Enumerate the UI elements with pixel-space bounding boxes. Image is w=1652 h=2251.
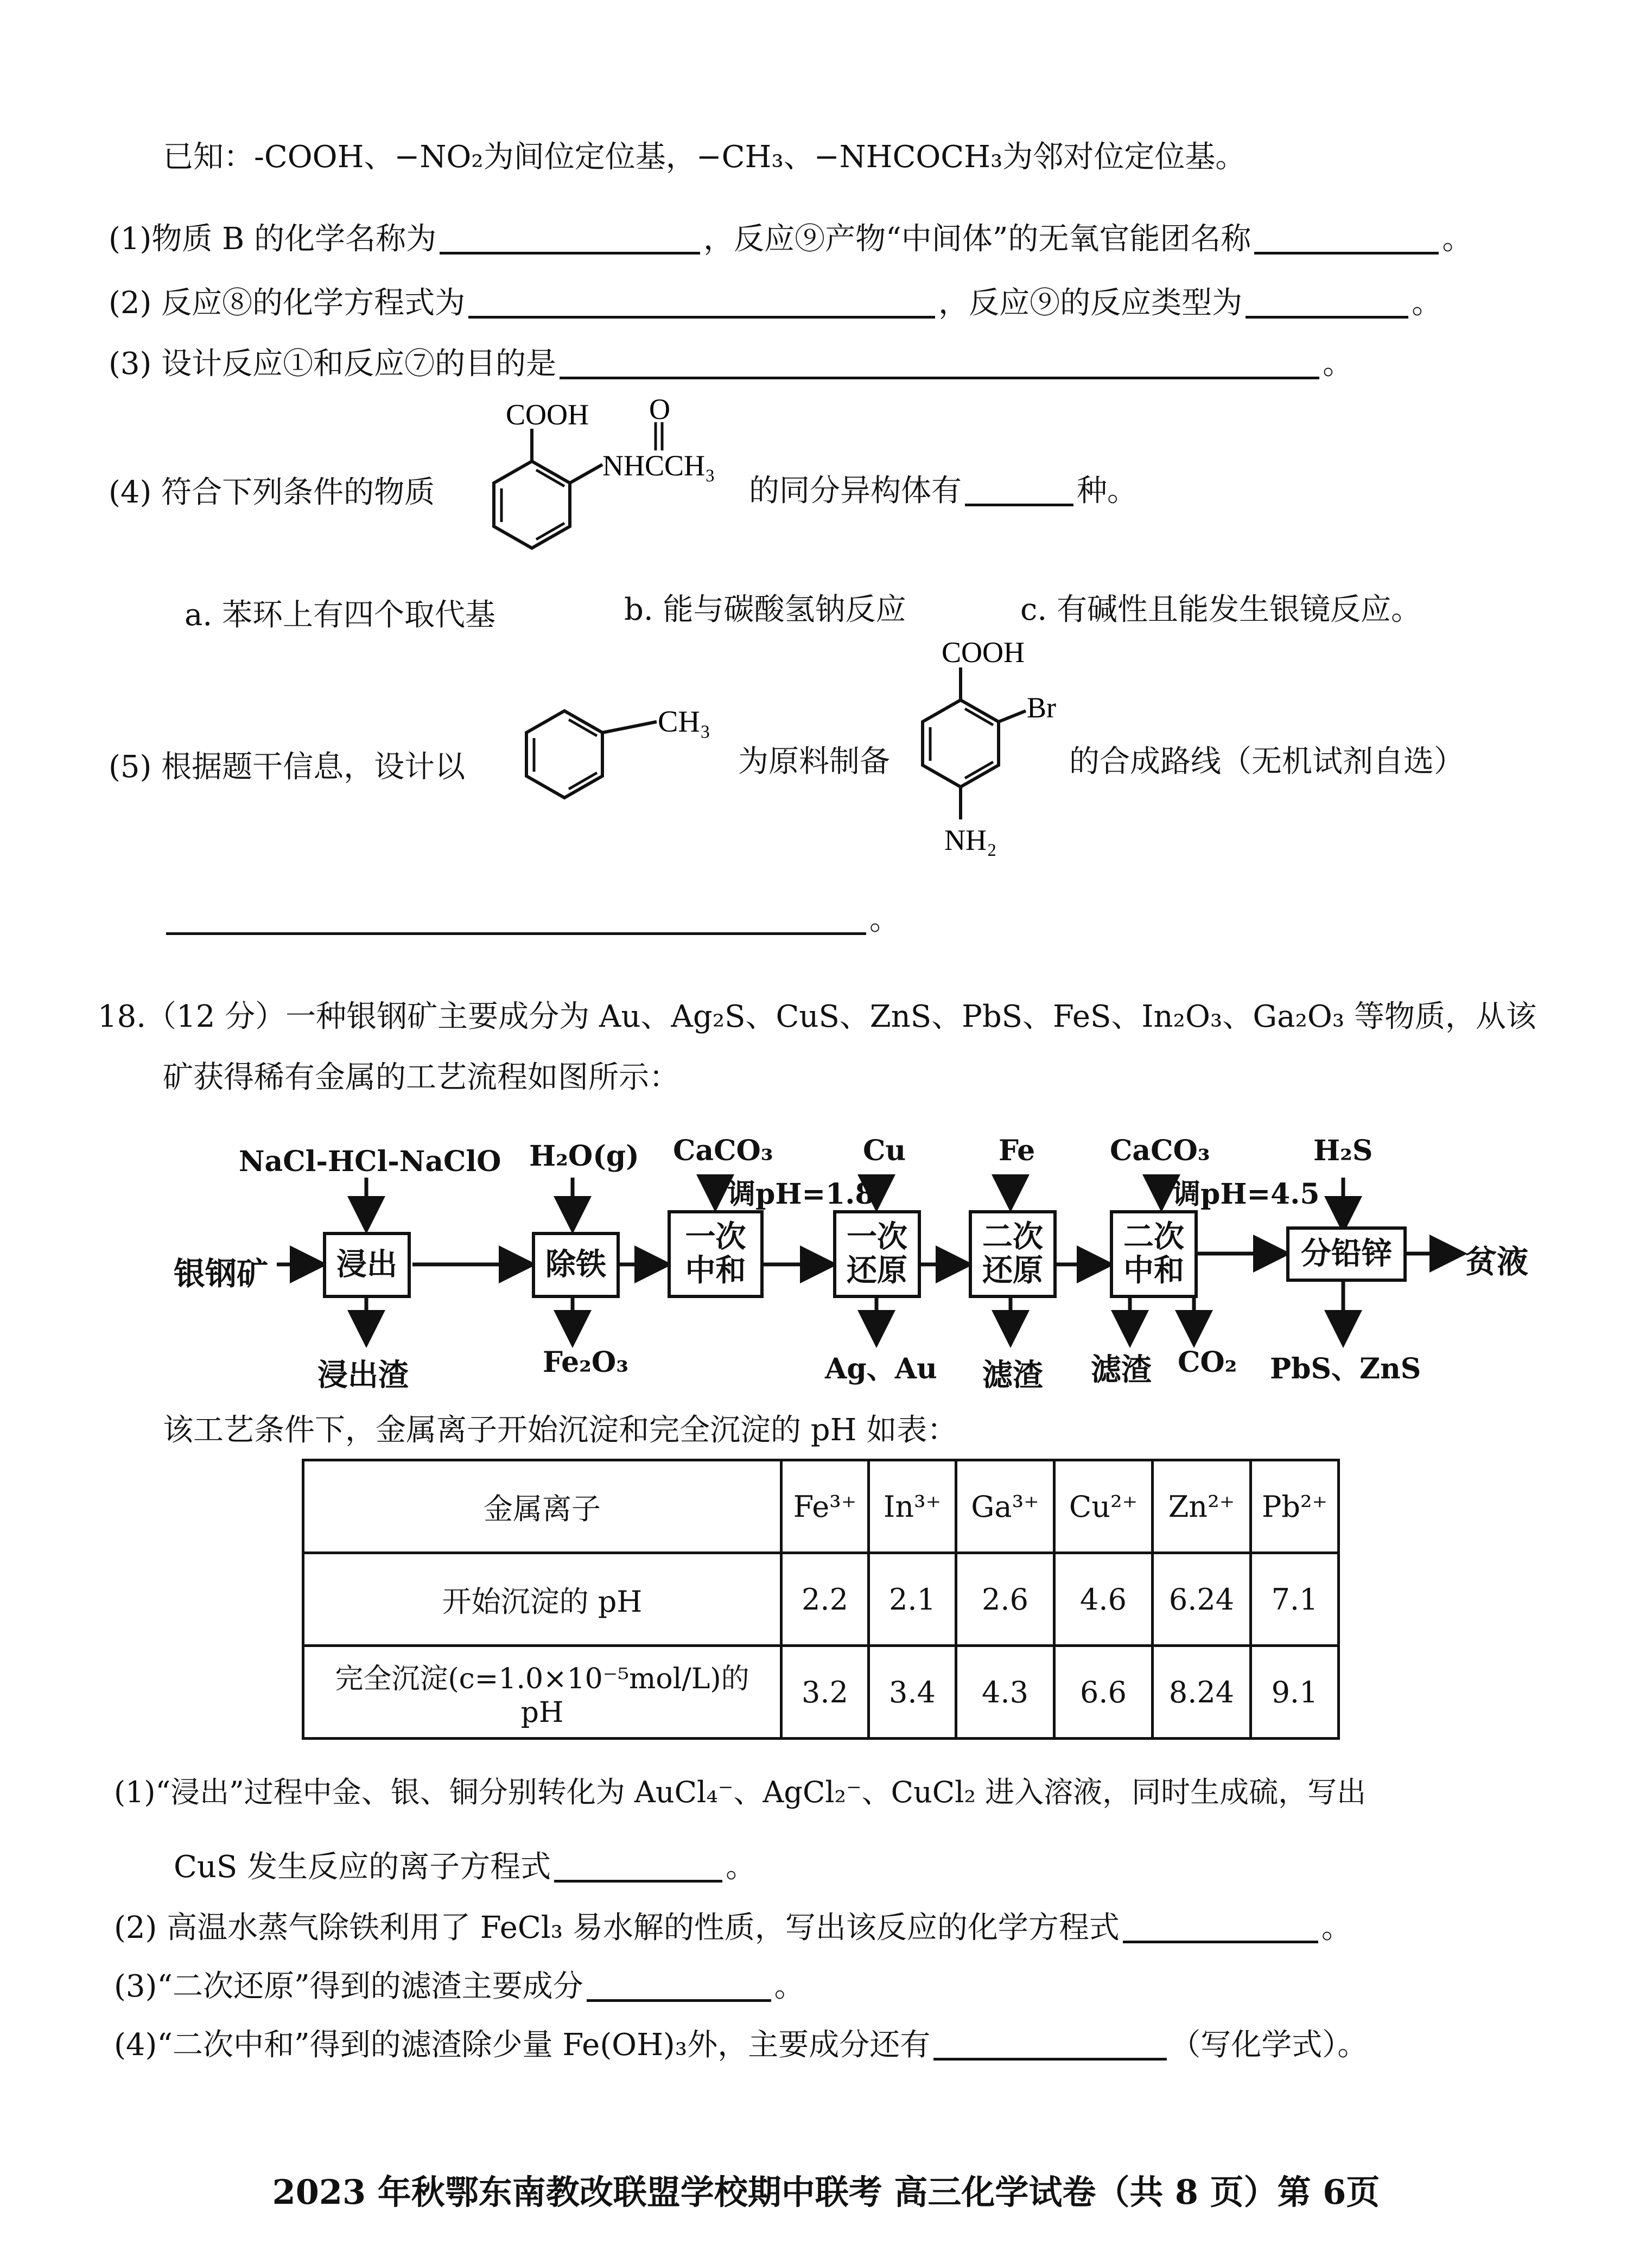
q18-part2: [114, 1909, 1352, 1943]
q18-p2-end: 。: [1321, 1910, 1352, 1945]
output-pbs-zns: PbS、ZnS: [1270, 1352, 1421, 1385]
table-cell: 2.2: [781, 1553, 869, 1646]
input-copper: Cu: [863, 1134, 906, 1167]
step-second-neutralization: 二次 中和: [1110, 1210, 1198, 1298]
q18-p3-end: 。: [774, 1969, 805, 2004]
toluene-structure: [510, 700, 738, 836]
q18-p3-text: (3)“二次还原”得到的滤渣主要成分: [114, 1969, 583, 2004]
answer-blank[interactable]: [1246, 284, 1408, 319]
amino-bromobenzoic-acid-structure: [895, 635, 1069, 874]
ph-table: [302, 1459, 1340, 1740]
q17-part3: [109, 345, 1353, 379]
q17-part5-b: 为原料制备: [738, 744, 890, 779]
table-cell: 9.1: [1251, 1646, 1339, 1739]
table-header-row: [303, 1460, 1339, 1553]
q18-p1-end: 。: [726, 1849, 757, 1885]
target-nh2-label: NH₂: [944, 824, 997, 856]
q17-p5-end: 。: [869, 902, 900, 937]
table-cell: 2.1: [869, 1553, 956, 1646]
header-cell: Pb²⁺: [1251, 1460, 1339, 1553]
table-cell: 开始沉淀的 pH: [303, 1553, 781, 1646]
table-cell: 4.3: [956, 1646, 1054, 1739]
answer-blank[interactable]: [1254, 220, 1439, 255]
q17-p4-text-c: 种。: [1077, 473, 1138, 508]
output-fe2o3: Fe₂O₃: [543, 1346, 629, 1379]
input-caco3-1: CaCO₃: [673, 1134, 773, 1167]
q18-p4-text-b: （写化学式）。: [1170, 2027, 1368, 2063]
table-cell: 7.1: [1251, 1553, 1339, 1646]
condition-a: a. 苯环上有四个取代基: [185, 597, 495, 633]
mol-cooh-label: COOH: [506, 398, 589, 431]
q17-part4-a: (4) 符合下列条件的物质: [109, 475, 435, 510]
page-footer: 2023 年秋鄂东南教改联盟学校期中联考 高三化学试卷（共 8 页）第 6页: [272, 2172, 1380, 2212]
q17-p2-text-a: (2) 反应⑧的化学方程式为: [109, 285, 466, 321]
answer-blank[interactable]: [587, 1968, 771, 2002]
flow-end-lean-liquor: 贫液: [1465, 1243, 1529, 1280]
target-cooh-label: COOH: [942, 636, 1025, 669]
output-ag-au: Ag、Au: [825, 1352, 937, 1385]
q17-p3-text: (3) 设计反应①和反应⑦的目的是: [109, 346, 557, 381]
q18-part1-line2: [174, 1848, 756, 1883]
header-cell: 金属离子: [303, 1460, 781, 1553]
table-intro: 该工艺条件下，金属离子开始沉淀和完全沉淀的 pH 如表：: [163, 1413, 958, 1448]
answer-blank[interactable]: [1123, 1909, 1318, 1943]
q18-p4-text-a: (4)“二次中和”得到的滤渣除少量 Fe(OH)₃外，主要成分还有: [114, 2027, 931, 2063]
output-residue-2: 滤渣: [1091, 1352, 1152, 1388]
table-cell: 3.4: [869, 1646, 956, 1739]
note-ph-1-8: 调pH=1.8: [727, 1178, 875, 1211]
q17-p1-end: 。: [1442, 221, 1473, 257]
table-cell: 完全沉淀(c=1.0×10⁻⁵mol/L)的 pH: [303, 1646, 781, 1739]
step-leaching: 浸出: [323, 1232, 411, 1298]
q17-p4-text-b: 的同分异构体有: [749, 473, 962, 508]
q17-part5-c: 的合成路线（无机试剂自选）: [1069, 744, 1464, 779]
header-cell: Ga³⁺: [956, 1460, 1054, 1553]
output-leach-residue: 浸出渣: [317, 1357, 409, 1393]
header-cell: Zn²⁺: [1153, 1460, 1251, 1553]
answer-blank[interactable]: [965, 472, 1073, 506]
q17-part4-b: [749, 472, 1138, 506]
q17-p1-text-a: (1)物质 B 的化学名称为: [109, 221, 437, 257]
answer-blank[interactable]: [166, 901, 866, 935]
q17-part5-a: (5) 根据题干信息，设计以: [109, 749, 466, 785]
header-cell: In³⁺: [869, 1460, 956, 1553]
q18-part4: [114, 2026, 1368, 2061]
q18-intro-line2: 矿获得稀有金属的工艺流程如图所示：: [163, 1060, 679, 1095]
q18-part1-line1: (1)“浸出”过程中金、银、铜分别转化为 AuCl₄⁻、AgCl₂⁻、CuCl₂ 进入溶液，同时生成硫，写出: [114, 1775, 1367, 1809]
input-leaching-reagent: NaCl-HCl-NaClO: [239, 1145, 501, 1178]
answer-blank[interactable]: [554, 1848, 722, 1883]
acetamidobenzoic-acid-structure: [467, 396, 771, 575]
q17-part2: [109, 284, 1442, 319]
table-row: [303, 1646, 1339, 1739]
answer-blank[interactable]: [440, 220, 700, 255]
q18-p1-text-b: CuS 发生反应的离子方程式: [174, 1849, 551, 1885]
condition-c: c. 有碱性且能发生银镜反应。: [1020, 592, 1421, 627]
answer-blank[interactable]: [468, 284, 935, 319]
output-co2: CO₂: [1178, 1346, 1237, 1379]
table-row: [303, 1553, 1339, 1646]
input-caco3-2: CaCO₃: [1110, 1134, 1210, 1167]
input-steam: H₂O(g): [529, 1140, 639, 1173]
step-first-neutralization: 一次 中和: [668, 1210, 764, 1298]
q18-p2-text: (2) 高温水蒸气除铁利用了 FeCl₃ 易水解的性质，写出该反应的化学方程式: [114, 1910, 1120, 1945]
q17-p2-text-b: ，反应⑨的反应类型为: [938, 285, 1243, 321]
step-second-reduction: 二次 还原: [969, 1210, 1057, 1298]
q17-p3-end: 。: [1323, 346, 1354, 381]
table-cell: 4.6: [1054, 1553, 1153, 1646]
input-h2s: H₂S: [1313, 1134, 1373, 1167]
table-cell: 6.24: [1153, 1553, 1251, 1646]
toluene-ch3-label: CH₃: [658, 705, 711, 739]
mol-o-label: O: [649, 396, 670, 425]
table-cell: 2.6: [956, 1553, 1054, 1646]
input-iron: Fe: [999, 1134, 1035, 1167]
q17-part5-answer: [163, 901, 900, 935]
answer-blank[interactable]: [560, 345, 1319, 379]
q18-intro-line1: 18.（12 分）一种银钢矿主要成分为 Au、Ag₂S、CuS、ZnS、PbS、FeS、In₂O₃、Ga₂O₃ 等物质，从该: [98, 999, 1537, 1034]
mol-nhcch3-label: NHCCH₃: [602, 449, 715, 482]
q17-p1-text-b: ，反应⑨产物“中间体”的无氧官能团名称: [703, 221, 1251, 257]
header-cell: Cu²⁺: [1054, 1460, 1153, 1553]
process-flowchart: [0, 1118, 1652, 1400]
condition-b: b. 能与碳酸氢钠反应: [624, 592, 906, 627]
step-iron-removal: 除铁: [532, 1232, 620, 1298]
answer-blank[interactable]: [933, 2026, 1167, 2061]
q17-p2-end: 。: [1412, 285, 1443, 321]
table-cell: 6.6: [1054, 1646, 1153, 1739]
known-line: 已知：-COOH、−NO₂为间位定位基，−CH₃、−NHCOCH₃为邻对位定位基。: [163, 139, 1246, 175]
step-pb-zn-separation: 分铅锌: [1286, 1226, 1407, 1282]
q17-part1: [109, 220, 1472, 255]
flow-start-ore: 银钢矿: [174, 1255, 269, 1292]
target-br-label: Br: [1027, 691, 1056, 724]
table-cell: 3.2: [781, 1646, 869, 1739]
q18-part3: [114, 1968, 805, 2002]
note-ph-4-5: 调pH=4.5: [1172, 1178, 1320, 1211]
header-cell: Fe³⁺: [781, 1460, 869, 1553]
step-first-reduction: 一次 还原: [833, 1210, 921, 1298]
table-cell: 8.24: [1153, 1646, 1251, 1739]
output-residue-1: 滤渣: [982, 1357, 1043, 1393]
